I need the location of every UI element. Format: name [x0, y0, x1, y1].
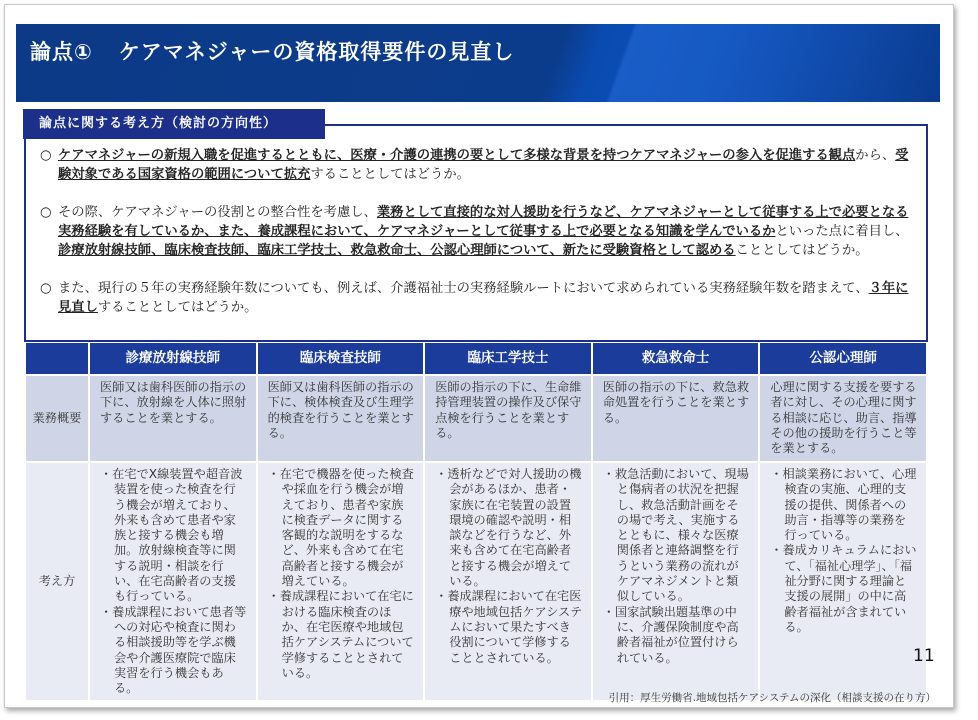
emphasized-text: ケアマネジャーの新規入職を促進するとともに、医療・介護の連携の要として多様な背景を持つケアマネジャーの参入を促進する観点 — [58, 148, 856, 163]
header-corner — [25, 343, 89, 375]
paragraph-text: その際、ケアマネジャーの役割との整合性を考慮し、 — [58, 205, 377, 220]
bullet-item: ・養成課程において在宅における臨床検査のほか、在宅医療や地域包括ケアシステムについて学修することとされている。 — [267, 589, 414, 680]
bullet-item: ・養成課程において在宅医療や地域包括ケアシステムにおいて果たすべき役割について学修することとされている。 — [435, 589, 583, 665]
paragraph-text: することとしてはどうか。 — [97, 300, 258, 315]
row-label: 業務概要 — [25, 375, 89, 462]
column-header: 診療放射線技師 — [89, 343, 257, 375]
paragraph-text: また、現行の５年の実務経験年数についても、例えば、介護福祉士の実務経験ルートにおいて求められている実務経験年数を踏まえて、 — [58, 281, 869, 296]
paragraph-text: することとしてはどうか。 — [310, 167, 470, 182]
circle-bullet-icon: ○ — [40, 281, 52, 296]
section-tab: 論点に関する考え方（検討の方向性） — [23, 109, 325, 139]
overview-cell: 心理に関する支援を要する者に対し、その心理に関する相談に応じ、助言、指導その他の援助を行うこと等を業とする。 — [759, 375, 927, 462]
slide-title — [30, 36, 514, 66]
bullet-item: ・養成カリキュラムにおいて、「福祉心理学」、「福祉分野に関する理論と支援の展開」の中に高齢者福祉が含まれている。 — [770, 543, 917, 634]
approach-cell — [89, 462, 257, 701]
paragraph — [40, 203, 910, 260]
paragraph-text: から、 — [855, 148, 896, 163]
column-header: 臨床検査技師 — [257, 343, 425, 375]
approach-cell — [257, 462, 425, 701]
paragraph — [40, 279, 910, 317]
table-row-overview — [25, 375, 927, 462]
issue-number: 論点① — [30, 40, 93, 64]
overview-cell: 医師又は歯科医師の指示の下に、放射線を人体に照射することを業とする。 — [89, 375, 257, 462]
approach-cell — [759, 462, 927, 701]
bullet-item: ・在宅で機器を使った検査や採血を行う機会が増えており、患者や家族に検査データに関する客観的な説明をするなど、外来も含めて在宅高齢者と接する機会が増えている。 — [267, 467, 414, 589]
title-text: ケアマネジャーの資格取得要件の見直し — [118, 40, 515, 64]
paragraph-text: こととしてはどうか。 — [735, 243, 869, 258]
overview-cell: 医師の指示の下に、救急救命処置を行うことを業とする。 — [592, 375, 760, 462]
direction-paragraphs — [40, 146, 910, 336]
approach-cell — [424, 462, 592, 701]
bullet-item: ・国家試験出題基準の中に、介護保険制度や高齢者福祉が位置付けられている。 — [602, 604, 739, 665]
emphasized-text: ３年に見直し — [58, 281, 909, 315]
paragraph-text: といった点に着目し、 — [775, 224, 909, 239]
citation: 引用：厚生労働省.地域包括ケアシステムの深化（相談支援の在り方） — [608, 692, 936, 704]
circle-bullet-icon: ○ — [40, 205, 52, 220]
bullet-item: ・在宅でX線装置や超音波装置を使った検査を行う機会が増えており、外来も含めて患者や家族と接する機会も増加。放射線検査等に関する説明・相談を行い、在宅高齢者の支援も行っている。 — [100, 467, 243, 604]
column-header: 公認心理師 — [759, 343, 927, 375]
paragraph — [40, 146, 910, 184]
approach-cell — [592, 462, 760, 701]
row-label: 考え方 — [25, 462, 89, 701]
circle-bullet-icon: ○ — [40, 148, 52, 163]
emphasized-text: 受験対象である国家資格の範囲について拡充 — [58, 148, 909, 182]
bullet-item: ・養成課程において患者等への対応や検査に関わる相談援助等を学ぶ機会や介護医療院で臨床実習を行う機会もある。 — [100, 604, 247, 696]
page-number: 11 — [913, 646, 935, 666]
emphasized-text: 業務として直接的な対人援助を行うなど、ケアマネジャーとして従事する上で必要となる実務経験を有しているか、また、養成課程において、ケアマネジャーとして従事する上で必要となる知識を学んでいるか — [58, 205, 909, 239]
qualification-table — [24, 343, 928, 702]
column-header: 臨床工学技士 — [424, 343, 592, 375]
table-row-approach — [25, 462, 927, 701]
table-header-row — [25, 343, 927, 375]
bullet-item: ・透析などで対人援助の機会があるほか、患者・家族に在宅装置の設置環境の確認や説明・相談などを行うなど、外来も含めて在宅高齢者と接する機会が増えている。 — [435, 467, 582, 589]
bullet-item: ・相談業務において、心理検査の実施、心理的支援の提供、関係者への助言・指導等の業務を行っている。 — [770, 467, 917, 543]
column-header: 救急救命士 — [592, 343, 760, 375]
overview-cell: 医師の指示の下に、生命維持管理装置の操作及び保守点検を行うことを業とする。 — [424, 375, 592, 462]
bullet-item: ・救急活動において、現場と傷病者の状況を把握し、救急活動計画をその場で考え、実施するとともに、様々な医療関係者と連絡調整を行うという業務の流れがケアマネジメントと類似している。 — [602, 467, 749, 604]
banner-stripe — [560, 24, 940, 102]
overview-cell: 医師又は歯科医師の指示の下に、検体検査及び生理学的検査を行うことを業とする。 — [257, 375, 425, 462]
emphasized-text: 診療放射線技師、臨床検査技師、臨床工学技士、救急救命士、公認心理師について、新たに受験資格として認める — [58, 243, 736, 258]
